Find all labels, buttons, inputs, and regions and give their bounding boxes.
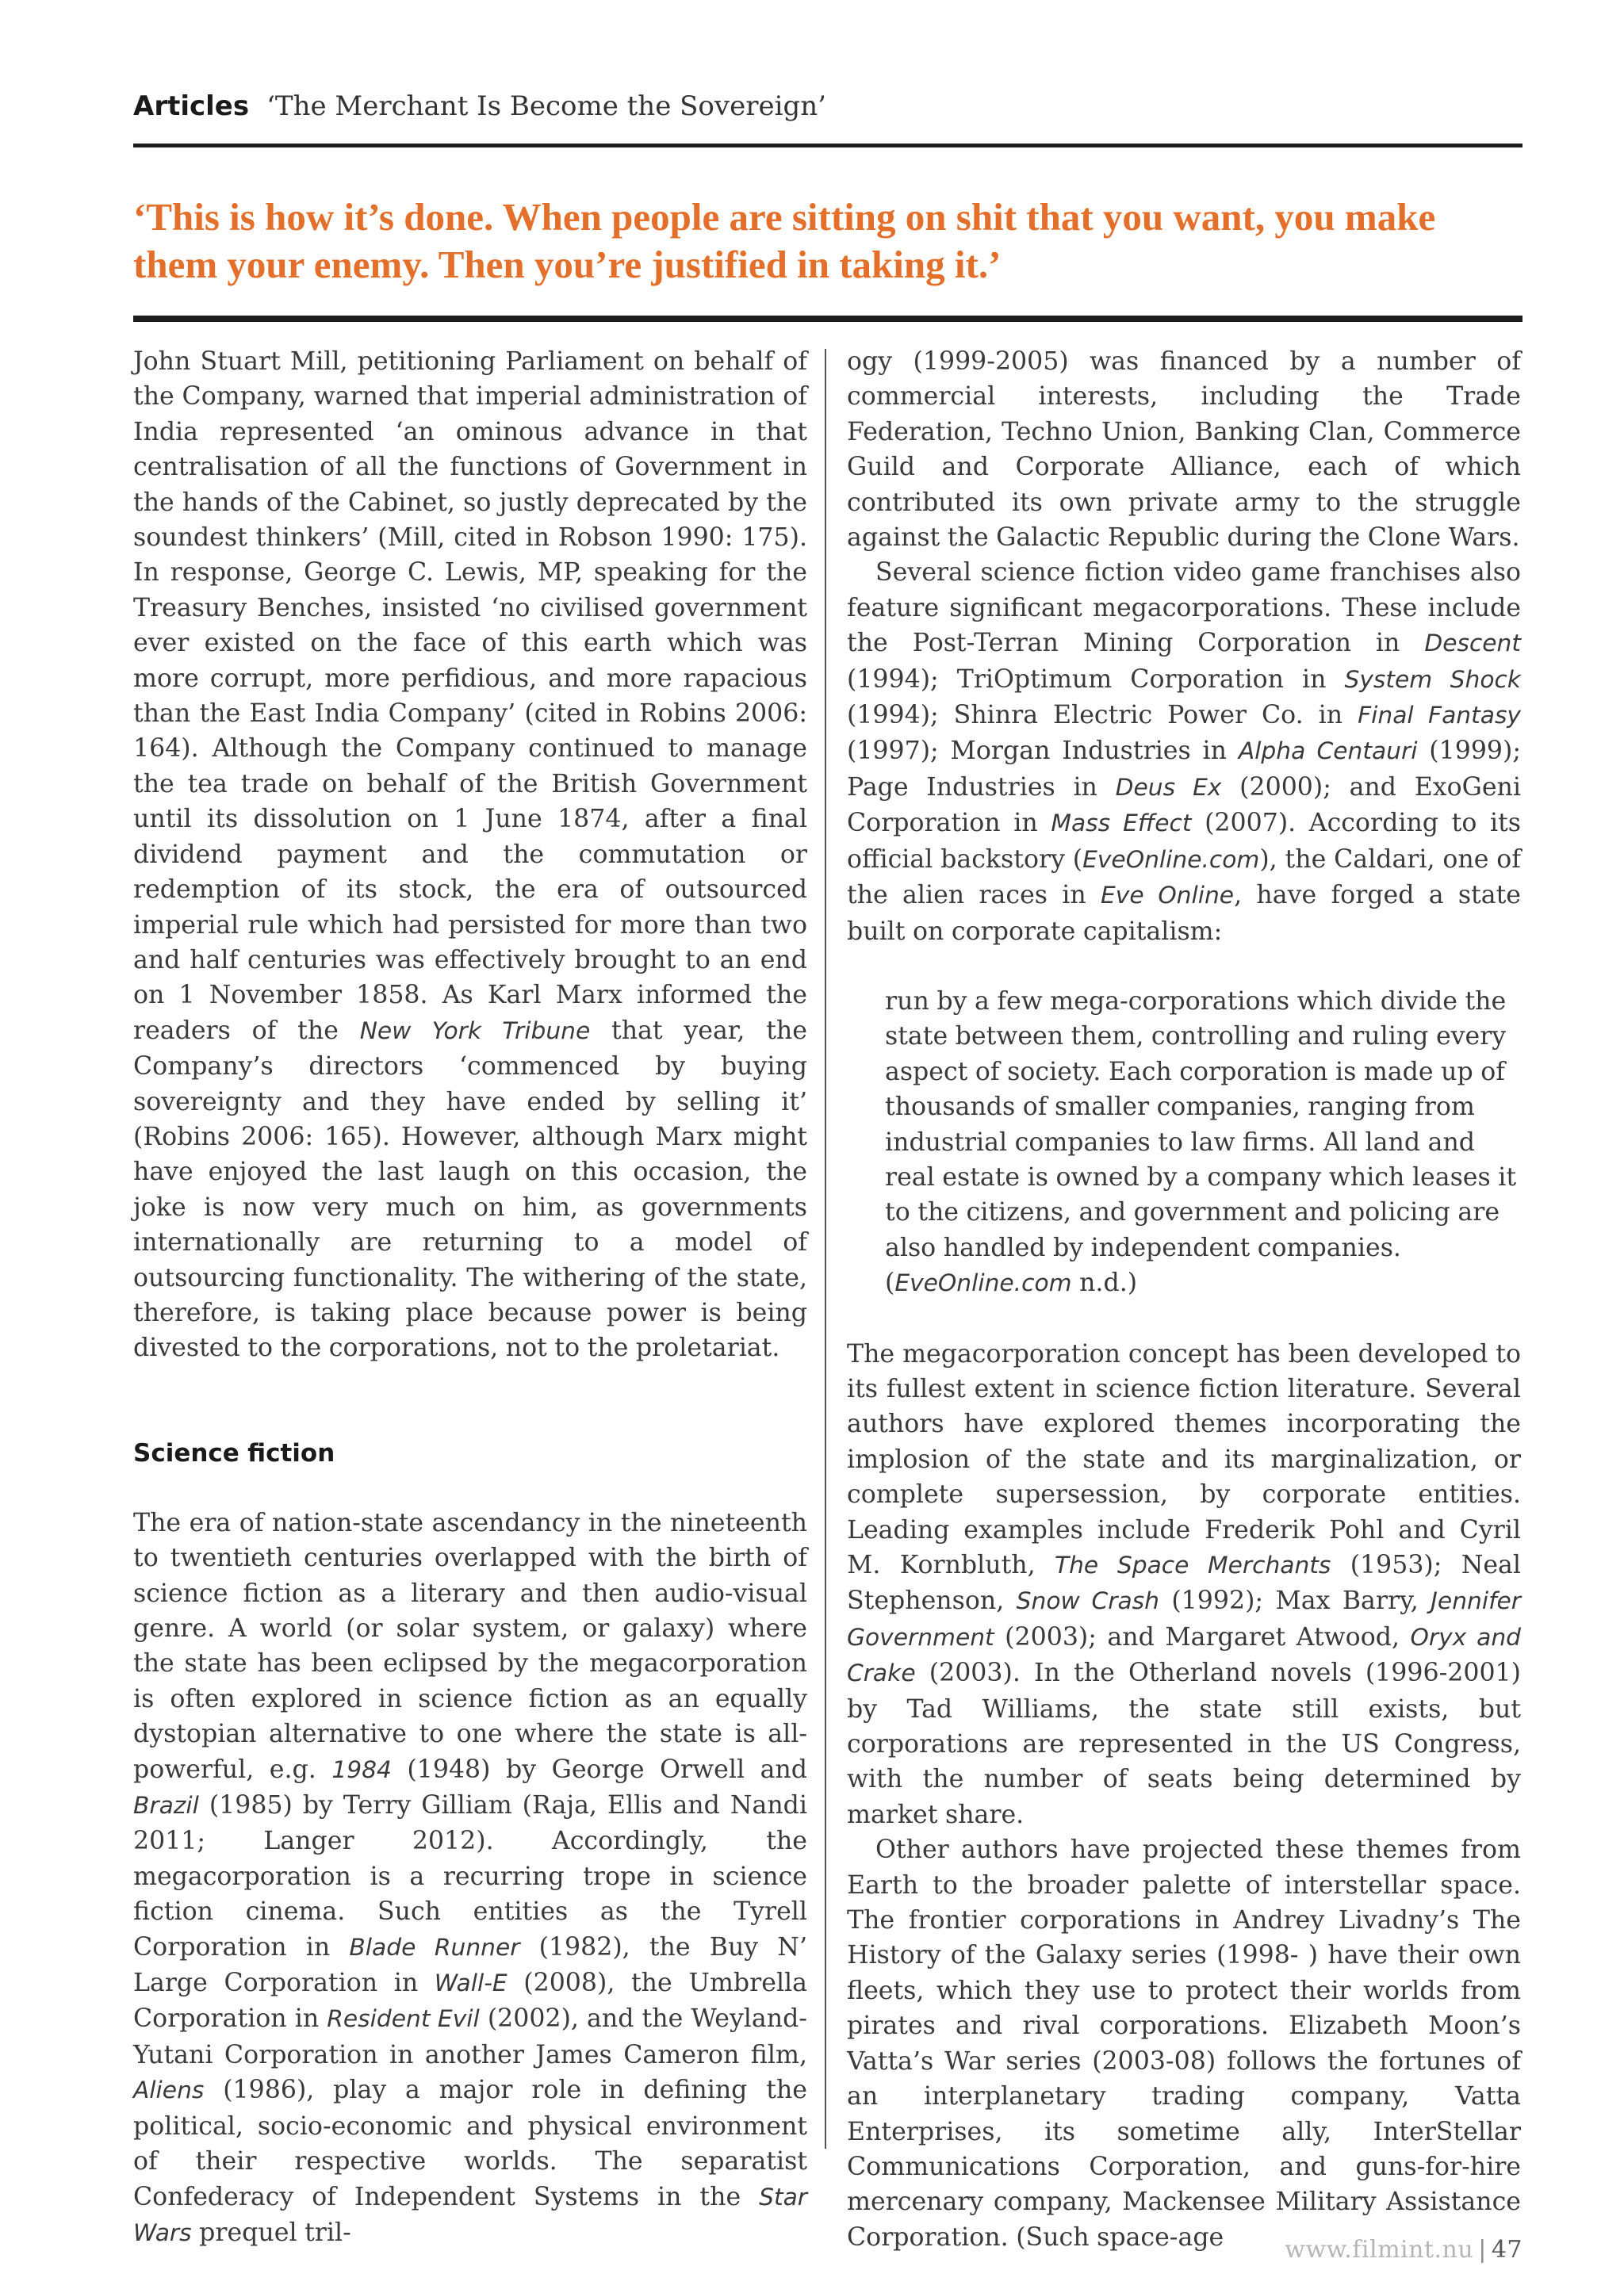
footer-separator: |: [1478, 2236, 1487, 2264]
section-label: Articles: [133, 90, 250, 122]
left-column: [133, 344, 807, 2251]
paragraph: The era of nation-state ascendancy in the nineteenth to twentieth centuries overlapped with the birth of science fiction as a literary and then audio-visual genre. A world (or solar system, or galaxy) where the state has been eclipsed by the megacorporation is often explored in science fiction as an equally dystopian alternative to one where the state is all-powerful, e.g. 1984 (1948) by George Orwell and Brazil (1985) by Terry Gilliam (Raja, Ellis and Nandi 2011; Langer 2012). Accordingly, the megacorporation is a recurring trope in science fiction cinema. Such entities as the Tyrell Corporation in Blade Runner (1982), the Buy N’ Large Corporation in Wall-E (2008), the Umbrella Corporation in Resident Evil (2002), and the Weyland-Yutani Corporation in another James Cameron film, Aliens (1986), play a major role in defining the political, socio-economic and physical environment of their respective worlds. The separatist Confederacy of Independent Systems in the Star Wars prequel tril-: [133, 1508, 807, 2247]
page-footer: [1285, 2236, 1522, 2264]
pull-quote: ‘This is how it’s done. When people are sitting on shit that you want, you make them your enemy. Then you’re justified in taking it.’: [133, 195, 1436, 286]
paragraph: Other authors have projected these themes from Earth to the broader palette of interstellar space. The frontier corporations in Andrey Livadny’s The History of the Galaxy series (1998- ) have their own fleets, which they use to protect their worlds from pirates and rival corporations. Elizabeth Moon’s Vatta’s War series (2003-08) follows the fortunes of an interplanetary trading company, Vatta Enterprises, its sometime ally, InterStellar Communications Corporation, and guns-for-hire mercenary company, Mackensee Military Assistance Corporation. (Such space-age: [847, 1836, 1521, 2252]
column-divider: [825, 349, 826, 2149]
pullquote-rule: [133, 316, 1522, 322]
article-title: ‘The Merchant Is Become the Sovereign’: [266, 90, 826, 122]
paragraph: The megacorporation concept has been developed to its fullest extent in science fiction literature. Several authors have explored themes incorporating the implosion of the state and its marginalization, or complete supersession, by corporate entities. Leading examples include Frederik Pohl and Cyril M. Kornbluth, The Space Merchants (1953); Neal Stephenson, Snow Crash (1992); Max Barry, Jennifer Government (2003); and Margaret Atwood, Oryx and Crake (2003). In the Otherland novels (1996-2001) by Tad Williams, the state still exists, but corporations are represented in the US Congress, with the number of seats being determined by market share.: [847, 1339, 1521, 1829]
block-quote: run by a few mega-corporations which divide the state between them, controlling and ruling every aspect of society. Each corporation is made up of thousands of smaller companies, ranging from industrial companies to law firms. All land and real estate is owned by a company which leases it to the citizens, and government and policing are also handled by independent companies. (EveOnline.com n.d.): [885, 986, 1517, 1298]
section-heading: Science fiction: [133, 1438, 335, 1468]
running-header: [133, 89, 1522, 124]
paragraph: ogy (1999-2005) was financed by a number of commercial interests, including the Trade Federation, Techno Union, Banking Clan, Commerce Guild and Corporate Alliance, each of which contributed its own private army to the struggle against the Galactic Republic during the Clone Wars.: [847, 347, 1521, 553]
right-column: [847, 344, 1521, 2255]
header-rule: [133, 144, 1522, 147]
paragraph: Several science fiction video game franchises also feature significant megacorporations. These include the Post-Terran Mining Corporation in Descent (1994); TriOptimum Corporation in System Shock (1994); Shinra Electric Power Co. in Final Fantasy (1997); Morgan Industries in Alpha Centauri (1999); Page Industries in Deus Ex (2000); and ExoGeni Corporation in Mass Effect (2007). According to its official backstory (EveOnline.com), the Caldari, one of the alien races in Eve Online, have forged a state built on corporate capitalism:: [847, 558, 1522, 946]
paragraph: John Stuart Mill, petitioning Parliament on behalf of the Company, warned that imperial administration of India represented ‘an ominous advance in that centralisation of all the functions of Government in the hands of the Cabinet, so justly deprecated by the soundest thinkers’ (Mill, cited in Robson 1990: 175). In response, George C. Lewis, MP, speaking for the Treasury Benches, insisted ‘no civilised government ever existed on the face of this earth which was more corrupt, more perfidious, and more rapacious than the East India Company’ (cited in Robins 2006: 164). Although the Company continued to manage the tea trade on behalf of the British Government until its dissolution on 1 June 1874, after a final dividend payment and the commutation or redemption of its stock, the era of outsourced imperial rule which had persisted for more than two and half centuries was effectively brought to an end on 1 November 1858. As Karl Marx informed the readers of the New York Tribune that year, the Company’s directors ‘commenced by buying sovereignty and they have ended by selling it’ (Robins 2006: 165). However, although Marx might have enjoyed the last laugh on this occasion, the joke is now very much on him, as governments internationally are returning to a model of outsourcing functionality. The withering of the state, therefore, is taking place because power is being divested to the corporations, not to the proletariat.: [133, 347, 807, 1363]
footer-url: www.filmint.nu: [1285, 2236, 1474, 2264]
page-number: 47: [1491, 2236, 1522, 2264]
